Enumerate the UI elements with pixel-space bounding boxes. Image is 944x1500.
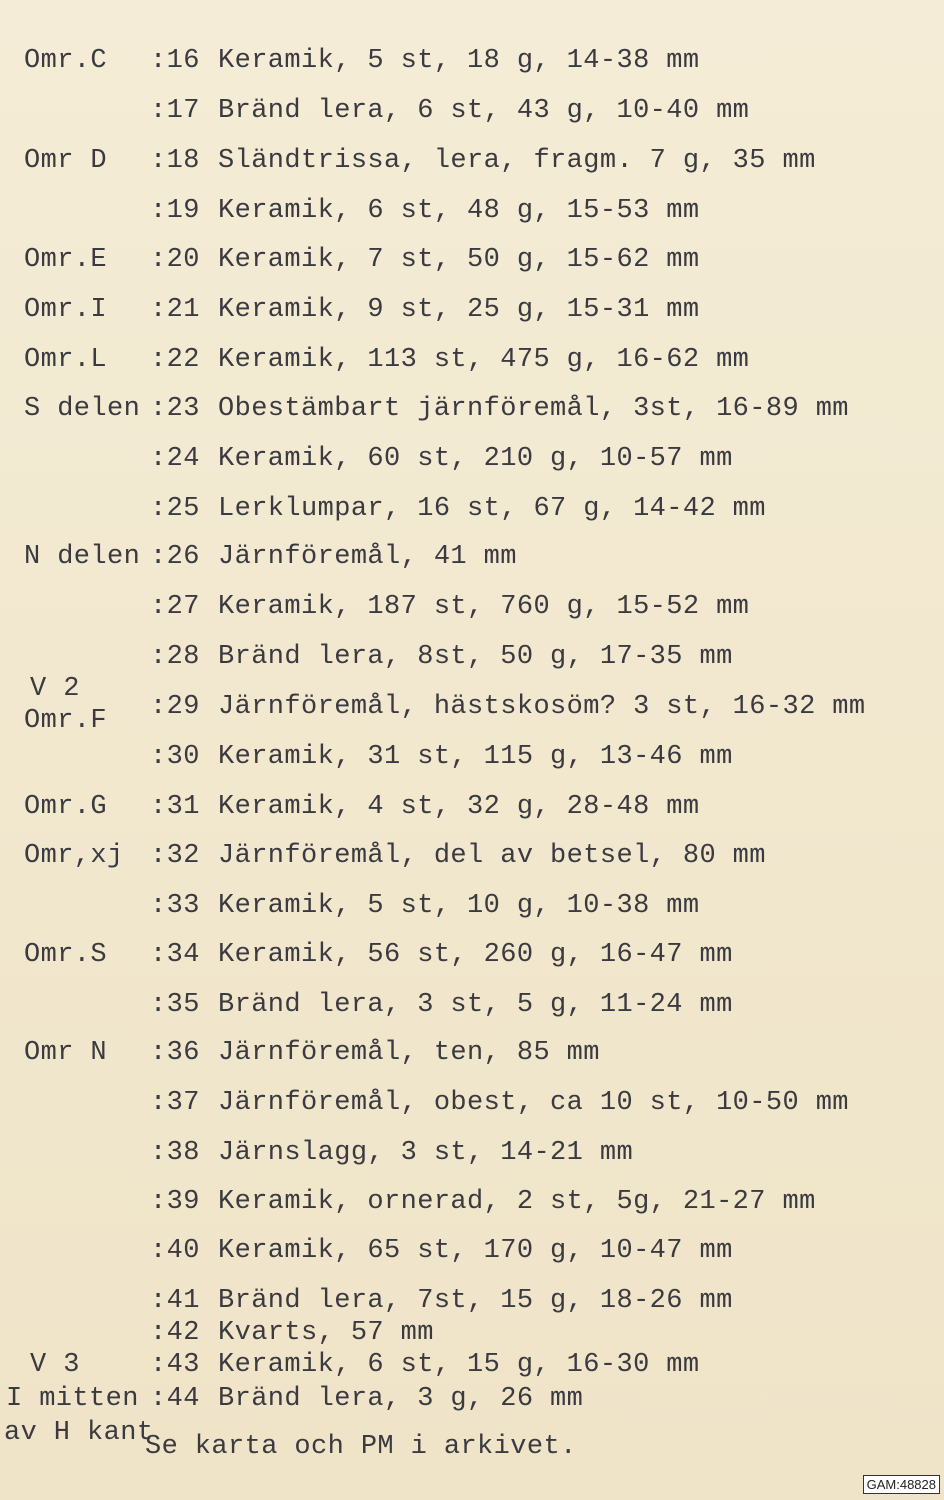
row-number: :38 bbox=[150, 1138, 200, 1168]
row-description: Sländtrissa, lera, fragm. 7 g, 35 mm bbox=[218, 146, 816, 176]
row-number: :25 bbox=[150, 494, 200, 524]
row-description: Keramik, 9 st, 25 g, 15-31 mm bbox=[218, 295, 700, 325]
row-description: Bränd lera, 6 st, 43 g, 10-40 mm bbox=[218, 96, 750, 126]
row-label: Omr.F bbox=[24, 706, 108, 736]
row-description: Keramik, 56 st, 260 g, 16-47 mm bbox=[218, 940, 733, 970]
catalog-stamp: GAM:48828 bbox=[863, 1475, 940, 1494]
footer-note: Se karta och PM i arkivet. bbox=[145, 1432, 577, 1462]
row-number: :30 bbox=[150, 742, 200, 772]
row-number: :37 bbox=[150, 1088, 200, 1118]
row-description: Keramik, 6 st, 48 g, 15-53 mm bbox=[218, 196, 700, 226]
row-number: :23 bbox=[150, 394, 200, 424]
row-label: I mitten bbox=[6, 1384, 139, 1414]
row-number: :22 bbox=[150, 345, 200, 375]
row-number: :42 bbox=[150, 1318, 200, 1348]
row-number: :31 bbox=[150, 792, 200, 822]
row-label: V 3 bbox=[30, 1350, 80, 1380]
row-description: Lerklumpar, 16 st, 67 g, 14-42 mm bbox=[218, 494, 766, 524]
row-description: Järnslagg, 3 st, 14-21 mm bbox=[218, 1138, 634, 1168]
row-description: Järnföremål, 41 mm bbox=[218, 542, 517, 572]
row-label: Omr D bbox=[24, 146, 108, 176]
row-description: Keramik, 60 st, 210 g, 10-57 mm bbox=[218, 444, 733, 474]
row-label: Omr.G bbox=[24, 792, 108, 822]
row-number: :24 bbox=[150, 444, 200, 474]
row-description: Obestämbart järnföremål, 3st, 16-89 mm bbox=[218, 394, 849, 424]
row-number: :36 bbox=[150, 1038, 200, 1068]
row-number: :39 bbox=[150, 1187, 200, 1217]
row-description: Keramik, 65 st, 170 g, 10-47 mm bbox=[218, 1236, 733, 1266]
row-label: Omr,xj bbox=[24, 841, 124, 871]
row-description: Keramik, 6 st, 15 g, 16-30 mm bbox=[218, 1350, 700, 1380]
row-number: :40 bbox=[150, 1236, 200, 1266]
row-number: :27 bbox=[150, 592, 200, 622]
side-note: av H kant bbox=[4, 1418, 154, 1448]
row-description: Keramik, 5 st, 10 g, 10-38 mm bbox=[218, 891, 700, 921]
row-description: Järnföremål, ten, 85 mm bbox=[218, 1038, 600, 1068]
row-number: :29 bbox=[150, 692, 200, 722]
row-number: :35 bbox=[150, 990, 200, 1020]
row-number: :41 bbox=[150, 1286, 200, 1316]
row-number: :43 bbox=[150, 1350, 200, 1380]
row-description: Keramik, 5 st, 18 g, 14-38 mm bbox=[218, 46, 700, 76]
row-number: :33 bbox=[150, 891, 200, 921]
row-description: Järnföremål, hästskosöm? 3 st, 16-32 mm bbox=[218, 692, 866, 722]
row-label: Omr N bbox=[24, 1038, 108, 1068]
row-description: Järnföremål, del av betsel, 80 mm bbox=[218, 841, 766, 871]
row-number: :28 bbox=[150, 642, 200, 672]
row-label: S delen bbox=[24, 394, 141, 424]
row-label: N delen bbox=[24, 542, 141, 572]
row-number: :19 bbox=[150, 196, 200, 226]
row-number: :32 bbox=[150, 841, 200, 871]
row-description: Keramik, 4 st, 32 g, 28-48 mm bbox=[218, 792, 700, 822]
row-description: Keramik, ornerad, 2 st, 5g, 21-27 mm bbox=[218, 1187, 816, 1217]
row-label: Omr.E bbox=[24, 245, 108, 275]
row-description: Kvarts, 57 mm bbox=[218, 1318, 434, 1348]
row-number: :20 bbox=[150, 245, 200, 275]
row-label: Omr.S bbox=[24, 940, 108, 970]
row-description: Bränd lera, 3 g, 26 mm bbox=[218, 1384, 584, 1414]
row-description: Keramik, 31 st, 115 g, 13-46 mm bbox=[218, 742, 733, 772]
row-number: :26 bbox=[150, 542, 200, 572]
row-label: Omr.L bbox=[24, 345, 108, 375]
row-number: :44 bbox=[150, 1384, 200, 1414]
row-label: Omr.C bbox=[24, 46, 108, 76]
row-number: :34 bbox=[150, 940, 200, 970]
row-label: Omr.I bbox=[24, 295, 108, 325]
row-label: V 2 bbox=[30, 674, 80, 704]
row-description: Keramik, 7 st, 50 g, 15-62 mm bbox=[218, 245, 700, 275]
row-description: Bränd lera, 8st, 50 g, 17-35 mm bbox=[218, 642, 733, 672]
row-description: Järnföremål, obest, ca 10 st, 10-50 mm bbox=[218, 1088, 849, 1118]
row-number: :18 bbox=[150, 146, 200, 176]
row-description: Keramik, 187 st, 760 g, 15-52 mm bbox=[218, 592, 750, 622]
row-number: :17 bbox=[150, 96, 200, 126]
row-description: Bränd lera, 7st, 15 g, 18-26 mm bbox=[218, 1286, 733, 1316]
row-number: :16 bbox=[150, 46, 200, 76]
row-description: Bränd lera, 3 st, 5 g, 11-24 mm bbox=[218, 990, 733, 1020]
row-number: :21 bbox=[150, 295, 200, 325]
row-description: Keramik, 113 st, 475 g, 16-62 mm bbox=[218, 345, 750, 375]
